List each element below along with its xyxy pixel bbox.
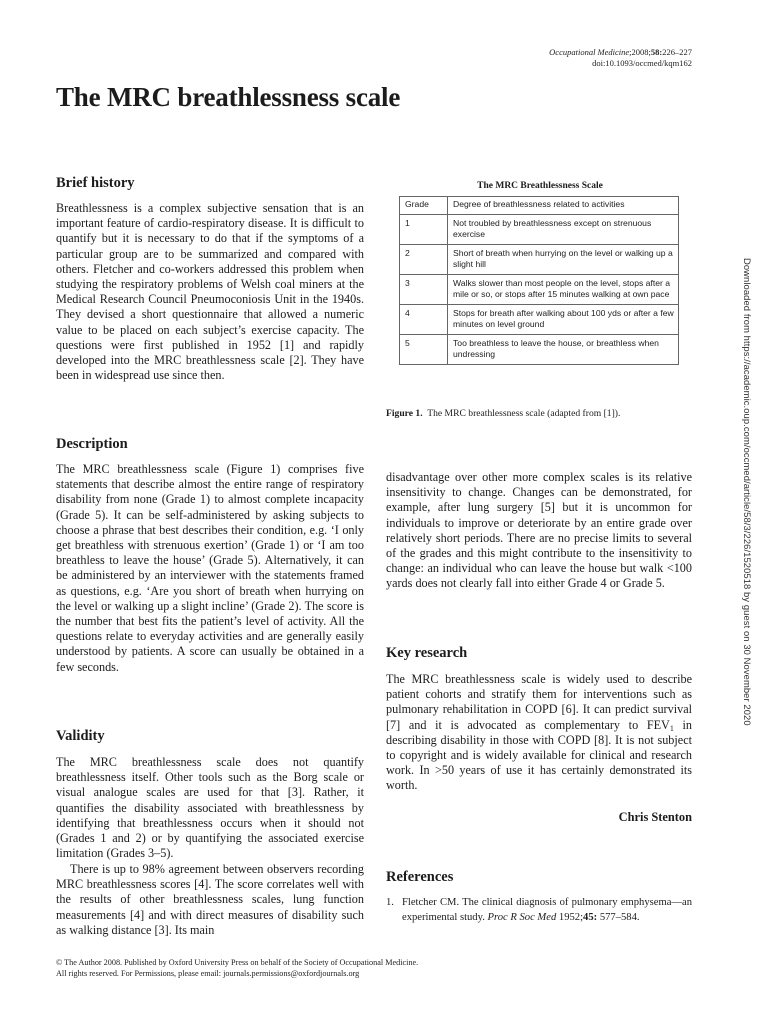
table-header-row <box>400 197 679 215</box>
reference-text <box>402 895 692 925</box>
degree-cell: Not troubled by breathlessness except on strenuous exercise <box>448 214 679 244</box>
degree-cell: Short of breath when hurrying on the level or walking up a slight hill <box>448 244 679 274</box>
paragraph-brief-history: Breathlessness is a complex subjective sensation that is an important feature of cardio-respiratory disease. It is difficult to quantify but it is necessary to do that if the symptoms of a particular group are to be summarized and compared with others. Fletcher and co-workers addressed this problem when studying the respiratory problems of Welsh coal miners at the Medical Research Council Pneumoconiosis Unit in the 1940s. They devised a short questionnaire that allowed a numeric value to be placed on each subject’s exercise capacity. The questions were first published in 1952 [1] and rapidly developed into the MRC breathlessness scale [2]. They have been in widespread use since then. <box>56 201 364 383</box>
figure-title: The MRC Breathlessness Scale <box>477 181 603 191</box>
grade-cell: 1 <box>400 214 448 244</box>
figure-caption <box>386 408 620 419</box>
degree-cell: Too breathless to leave the house, or breathless when undressing <box>448 334 679 364</box>
reference-volume: 45: <box>583 912 598 923</box>
reference-number: 1. <box>386 897 394 908</box>
doi-line: doi:10.1093/occmed/kqm162 <box>592 58 692 68</box>
grade-cell: 2 <box>400 244 448 274</box>
heading-references: References <box>386 869 454 885</box>
journal-year: ;2008; <box>629 47 651 57</box>
table-row <box>400 334 679 364</box>
journal-name: Occupational Medicine <box>549 47 630 57</box>
table-row <box>400 214 679 244</box>
reference-body: Fletcher CM. The clinical diagnosis of pulmonary emphysema—an experimental study. <box>402 897 692 923</box>
table-row <box>400 304 679 334</box>
figure-caption-label: Figure 1. <box>386 408 423 419</box>
heading-key-research: Key research <box>386 645 468 661</box>
grade-cell: 4 <box>400 304 448 334</box>
reference-year: 1952; <box>556 912 584 923</box>
grade-cell: 3 <box>400 274 448 304</box>
author-name: Chris Stenton <box>618 810 692 824</box>
citation-line <box>549 47 692 58</box>
paragraph-validity-2: There is up to 98% agreement between observers recording MRC breathlessness scores [4]. The score correlates well with the results of other breathlessness scales, lung function measurements [4] and with direct measures of disability such as walking distance [3]. Its main <box>56 862 364 937</box>
degree-cell: Stops for breath after walking about 100 yds or after a few minutes on level ground <box>448 304 679 334</box>
reference-pages: 577–584. <box>597 912 640 923</box>
reference-item <box>386 895 692 925</box>
figure-caption-text: The MRC breathlessness scale (adapted from [1]). <box>427 408 621 419</box>
heading-validity: Validity <box>56 728 105 744</box>
download-notice: Downloaded from https://academic.oup.com/occmed/article/58/3/226/1520518 by guest on 30 November 2020 <box>742 258 753 726</box>
heading-description: Description <box>56 436 128 452</box>
paragraph-validity-continued: disadvantage over other more complex scales is its relative insensitivity to change. Changes can be demonstrated, for example, after lung surgery [5] but it is uncommon for individuals to improve or deteriorate by an entire grade over relatively short periods. There are no precise limits to several of the grades and this might contribute to the insensitivity to change: an individual who can leave the house but walk <100 yards does not clearly fall into either Grade 4 or Grade 5. <box>386 470 692 591</box>
column-header-degree: Degree of breathlessness related to activities <box>448 197 679 215</box>
permissions-line: All rights reserved. For Permissions, please email: journals.permissions@oxfordjournals.org <box>56 969 360 978</box>
journal-header <box>549 47 692 69</box>
page-title: The MRC breathlessness scale <box>56 82 401 112</box>
table-row <box>400 244 679 274</box>
grade-cell: 5 <box>400 334 448 364</box>
paragraph-validity-1: The MRC breathlessness scale does not quantify breathlessness itself. Other tools such as the Borg scale or visual analogue scales are used for that [3]. Rather, it quantifies the disability associated with breathlessness by identifying that breathlessness occurs when it should not (Grades 1 and 2) or by quantifying the associated exercise limitation (Grades 3–5). <box>56 755 364 861</box>
journal-volume: 58: <box>650 47 663 57</box>
key-research-text-a: The MRC breathlessness scale is widely used to describe patient cohorts and stratify them for interventions such as pulmonary rehabilitation in COPD [6]. It can predict survival [7] and it is advocated as complementary to FEV <box>386 672 692 732</box>
fev-subscript: 1 <box>669 723 674 733</box>
copyright-footer <box>56 957 418 979</box>
copyright-line: © The Author 2008. Published by Oxford University Press on behalf of the Society of Occupational Medicine. <box>56 958 419 967</box>
column-header-grade: Grade <box>400 197 448 215</box>
paragraph-key-research <box>386 672 692 794</box>
key-research-text-b: in describing disability in those with COPD [8]. It is not subject to copyright and is widely available for clinical and research work. In >50 years of use it has certainly demonstrated its worth. <box>386 717 692 793</box>
reference-journal: Proc R Soc Med <box>487 912 557 923</box>
paragraph-description: The MRC breathlessness scale (Figure 1) comprises five statements that describe almost the entire range of respiratory disability from none (Grade 1) to almost complete incapacity (Grade 5). It can be self-administered by asking subjects to choose a phrase that best describes their condition, e.g. ‘I only get breathless with strenuous exertion’ (Grade 1) or ‘I am too breathless to leave the house’ (Grade 5). Alternatively, it can be administered by an interviewer with the statements framed as questions, e.g. ‘Are you short of breath when hurrying on the level or walking up a slight incline’ (Grade 2). The score is the number that best fits the patient’s level of activity. All the questions relate to everyday activities and are generally easily understood by patients. A score can usually be obtained in a few seconds. <box>56 462 364 674</box>
degree-cell: Walks slower than most people on the level, stops after a mile or so, or stops after 15 minutes walking at own pace <box>448 274 679 304</box>
mrc-scale-table <box>399 196 679 365</box>
table-row <box>400 274 679 304</box>
heading-brief-history: Brief history <box>56 175 135 191</box>
journal-pages: 226–227 <box>662 47 692 57</box>
